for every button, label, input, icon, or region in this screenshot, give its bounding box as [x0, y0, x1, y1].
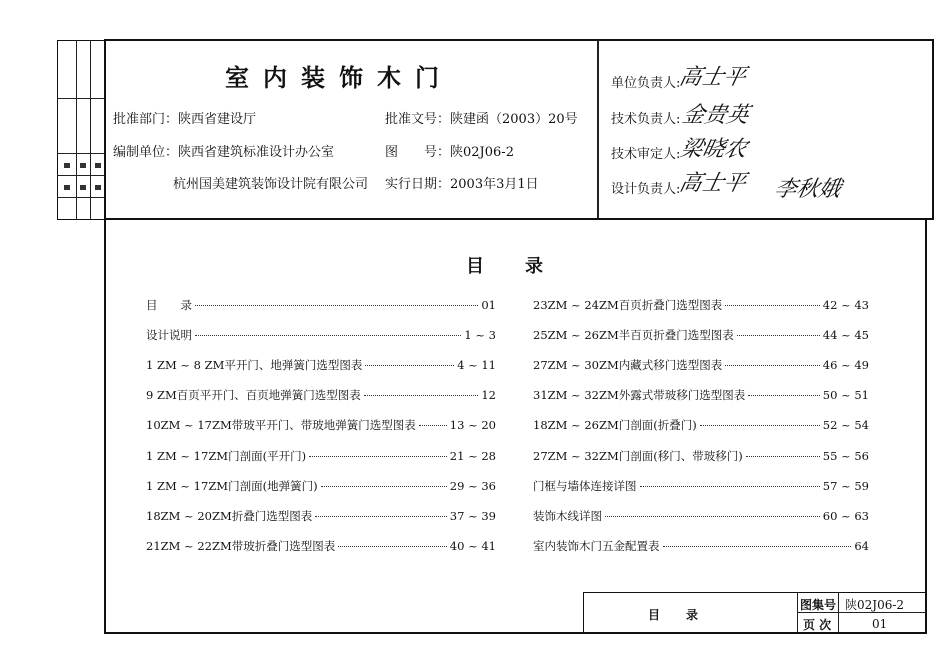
toc-leader-dots [338, 546, 447, 547]
approval-doc-value: 陕建函（2003）20号 [450, 112, 578, 127]
effective-value: 2003年3月1日 [450, 177, 539, 192]
toc-entry [146, 478, 496, 494]
signature: 高士平 [676, 171, 749, 196]
strip-mark [80, 163, 86, 168]
drawing-no-label: 图 号： [385, 145, 451, 160]
toc-entry-label: 门框与墙体连接详图 [533, 478, 637, 493]
toc-entry [146, 508, 496, 524]
toc-leader-dots [663, 546, 852, 547]
signature-label: 设计负责人: [611, 182, 681, 197]
toc-leader-dots [195, 305, 478, 306]
strip-divider [57, 153, 105, 154]
toc-entry [146, 387, 496, 403]
toc-entry [533, 327, 869, 343]
toc-entry-label: 25ZM ~ 26ZM半百页折叠门选型图表 [533, 328, 734, 343]
toc-leader-dots [364, 395, 479, 396]
strip-divider [57, 197, 105, 198]
strip-divider [57, 98, 105, 99]
strip-mark [95, 163, 101, 168]
toc-entry-label: 21ZM ~ 22ZM带玻折叠门选型图表 [146, 538, 336, 553]
approval-dept [113, 108, 256, 127]
toc-leader-dots [640, 486, 820, 487]
toc-entry-pages: 60 ~ 63 [822, 508, 869, 523]
signature: 李秋娥 [771, 177, 844, 202]
header-divider [597, 40, 599, 220]
toc-entry-pages: 44 ~ 45 [822, 328, 869, 343]
toc-entry-pages: 46 ~ 49 [822, 358, 869, 373]
toc-entry-label: 设计说明 [146, 328, 192, 343]
toc-entry-pages: 57 ~ 59 [822, 478, 869, 493]
toc-leader-dots [365, 365, 454, 366]
toc-entry-label: 31ZM ~ 32ZM外露式带玻移门选型图表 [533, 388, 746, 403]
toc-entry-label: 18ZM ~ 26ZM门剖面(折叠门) [533, 418, 697, 433]
toc-entry-label: 27ZM ~ 32ZM门剖面(移门、带玻移门) [533, 448, 743, 463]
toc-leader-dots [315, 516, 447, 517]
toc-entry-label: 装饰木线详图 [533, 508, 602, 523]
toc-entry-pages: 55 ~ 56 [822, 448, 869, 463]
toc-entry-label: 1 ZM ~ 17ZM门剖面(地弹簧门) [146, 478, 318, 493]
toc-leader-dots [605, 516, 820, 517]
toc-leader-dots [700, 425, 820, 426]
strip-mark [95, 185, 101, 190]
effective-date [385, 173, 539, 192]
toc-entry [533, 417, 869, 433]
signature: 金贵英 [679, 103, 752, 128]
toc-entry-label: 室内装饰木门五金配置表 [533, 538, 660, 553]
signature-label: 单位负责人: [611, 76, 681, 91]
toc-entry-pages: 40 ~ 41 [449, 538, 496, 553]
compiler-label: 编制单位： [113, 145, 179, 160]
strip-divider [76, 40, 77, 220]
title-block-name-2: 录 [686, 608, 699, 622]
strip-mark [64, 185, 70, 190]
toc-leader-dots [321, 486, 447, 487]
toc-entry-pages: 64 [854, 538, 869, 553]
page-number: 01 [872, 617, 888, 631]
toc-entry [146, 448, 496, 464]
toc-entry [146, 417, 496, 433]
signature: 梁晓农 [677, 137, 750, 162]
toc-entry [146, 357, 496, 373]
compiler-value-1: 陕西省建筑标准设计办公室 [178, 145, 335, 160]
approval-doc-label: 批准文号： [385, 112, 451, 127]
signature-label: 技术负责人: [611, 112, 681, 127]
drawing-no-value: 陕02J06-2 [450, 145, 514, 160]
toc-leader-dots [725, 305, 820, 306]
toc-entry-label: 目 录 [146, 298, 192, 312]
toc-leader-dots [748, 395, 820, 396]
toc-leader-dots [195, 335, 461, 336]
signature-label: 技术审定人: [611, 147, 681, 162]
toc-entry-pages: 21 ~ 28 [449, 448, 496, 463]
toc-title-2: 录 [525, 256, 543, 277]
toc-title-1: 目 [466, 256, 484, 277]
effective-label: 实行日期： [385, 177, 451, 192]
toc-entry-pages: 4 ~ 11 [457, 358, 496, 373]
toc-entry [533, 387, 869, 403]
toc-entry [533, 508, 869, 524]
compiler [113, 141, 334, 160]
toc-leader-dots [746, 456, 820, 457]
toc-entry [533, 448, 869, 464]
toc-entry [533, 478, 869, 494]
binding-strip [57, 40, 106, 220]
toc-entry-pages: 13 ~ 20 [449, 418, 496, 433]
title-block-name-1: 目 [648, 608, 661, 622]
strip-divider [90, 40, 91, 220]
drawing-no [385, 141, 514, 160]
toc-entry-label: 27ZM ~ 30ZM内藏式移门选型图表 [533, 358, 723, 373]
approval-doc [385, 108, 578, 127]
toc-entry-label: 10ZM ~ 17ZM带玻平开门、带玻地弹簧门选型图表 [146, 418, 416, 433]
toc-entry-pages: 12 [481, 388, 496, 403]
strip-divider [57, 175, 105, 176]
toc-entry-pages: 37 ~ 39 [449, 508, 496, 523]
page-label: 页 次 [803, 618, 832, 632]
toc-entry [533, 357, 869, 373]
atlas-number: 陕02J06-2 [845, 598, 905, 612]
compiler-value-2: 杭州国美建筑装饰设计院有限公司 [173, 177, 369, 192]
toc-entry-label: 9 ZM百页平开门、百页地弹簧门选型图表 [146, 388, 361, 403]
toc-entry-pages: 29 ~ 36 [449, 478, 496, 493]
toc-entry-label: 1 ZM ~ 8 ZM平开门、地弹簧门选型图表 [146, 358, 363, 373]
toc-entry [146, 327, 496, 343]
toc-entry-pages: 52 ~ 54 [822, 418, 869, 433]
toc-leader-dots [309, 456, 447, 457]
strip-mark [64, 163, 70, 168]
toc-entry-pages: 01 [481, 298, 496, 312]
toc-entry-label: 1 ZM ~ 17ZM门剖面(平开门) [146, 448, 307, 463]
signature: 高士平 [676, 65, 749, 90]
toc-entry [146, 538, 496, 554]
atlas-label: 图集号 [800, 598, 837, 612]
strip-mark [80, 185, 86, 190]
toc-leader-dots [737, 335, 820, 336]
approval-dept-value: 陕西省建设厅 [178, 112, 257, 127]
toc-leader-dots [419, 425, 447, 426]
toc-entry-pages: 1 ~ 3 [464, 328, 496, 343]
toc-entry-pages: 50 ~ 51 [822, 388, 869, 403]
toc-entry [533, 538, 869, 554]
toc-entry [533, 297, 869, 313]
toc-entry-pages: 42 ~ 43 [822, 298, 869, 312]
approval-dept-label: 批准部门： [113, 112, 179, 127]
toc-entry-label: 23ZM ~ 24ZM百页折叠门选型图表 [533, 298, 723, 312]
toc-entry-label: 18ZM ~ 20ZM折叠门选型图表 [146, 508, 313, 523]
toc-entry [146, 297, 496, 313]
toc-leader-dots [725, 365, 820, 366]
document-title: 室内装饰木门 [225, 64, 453, 92]
